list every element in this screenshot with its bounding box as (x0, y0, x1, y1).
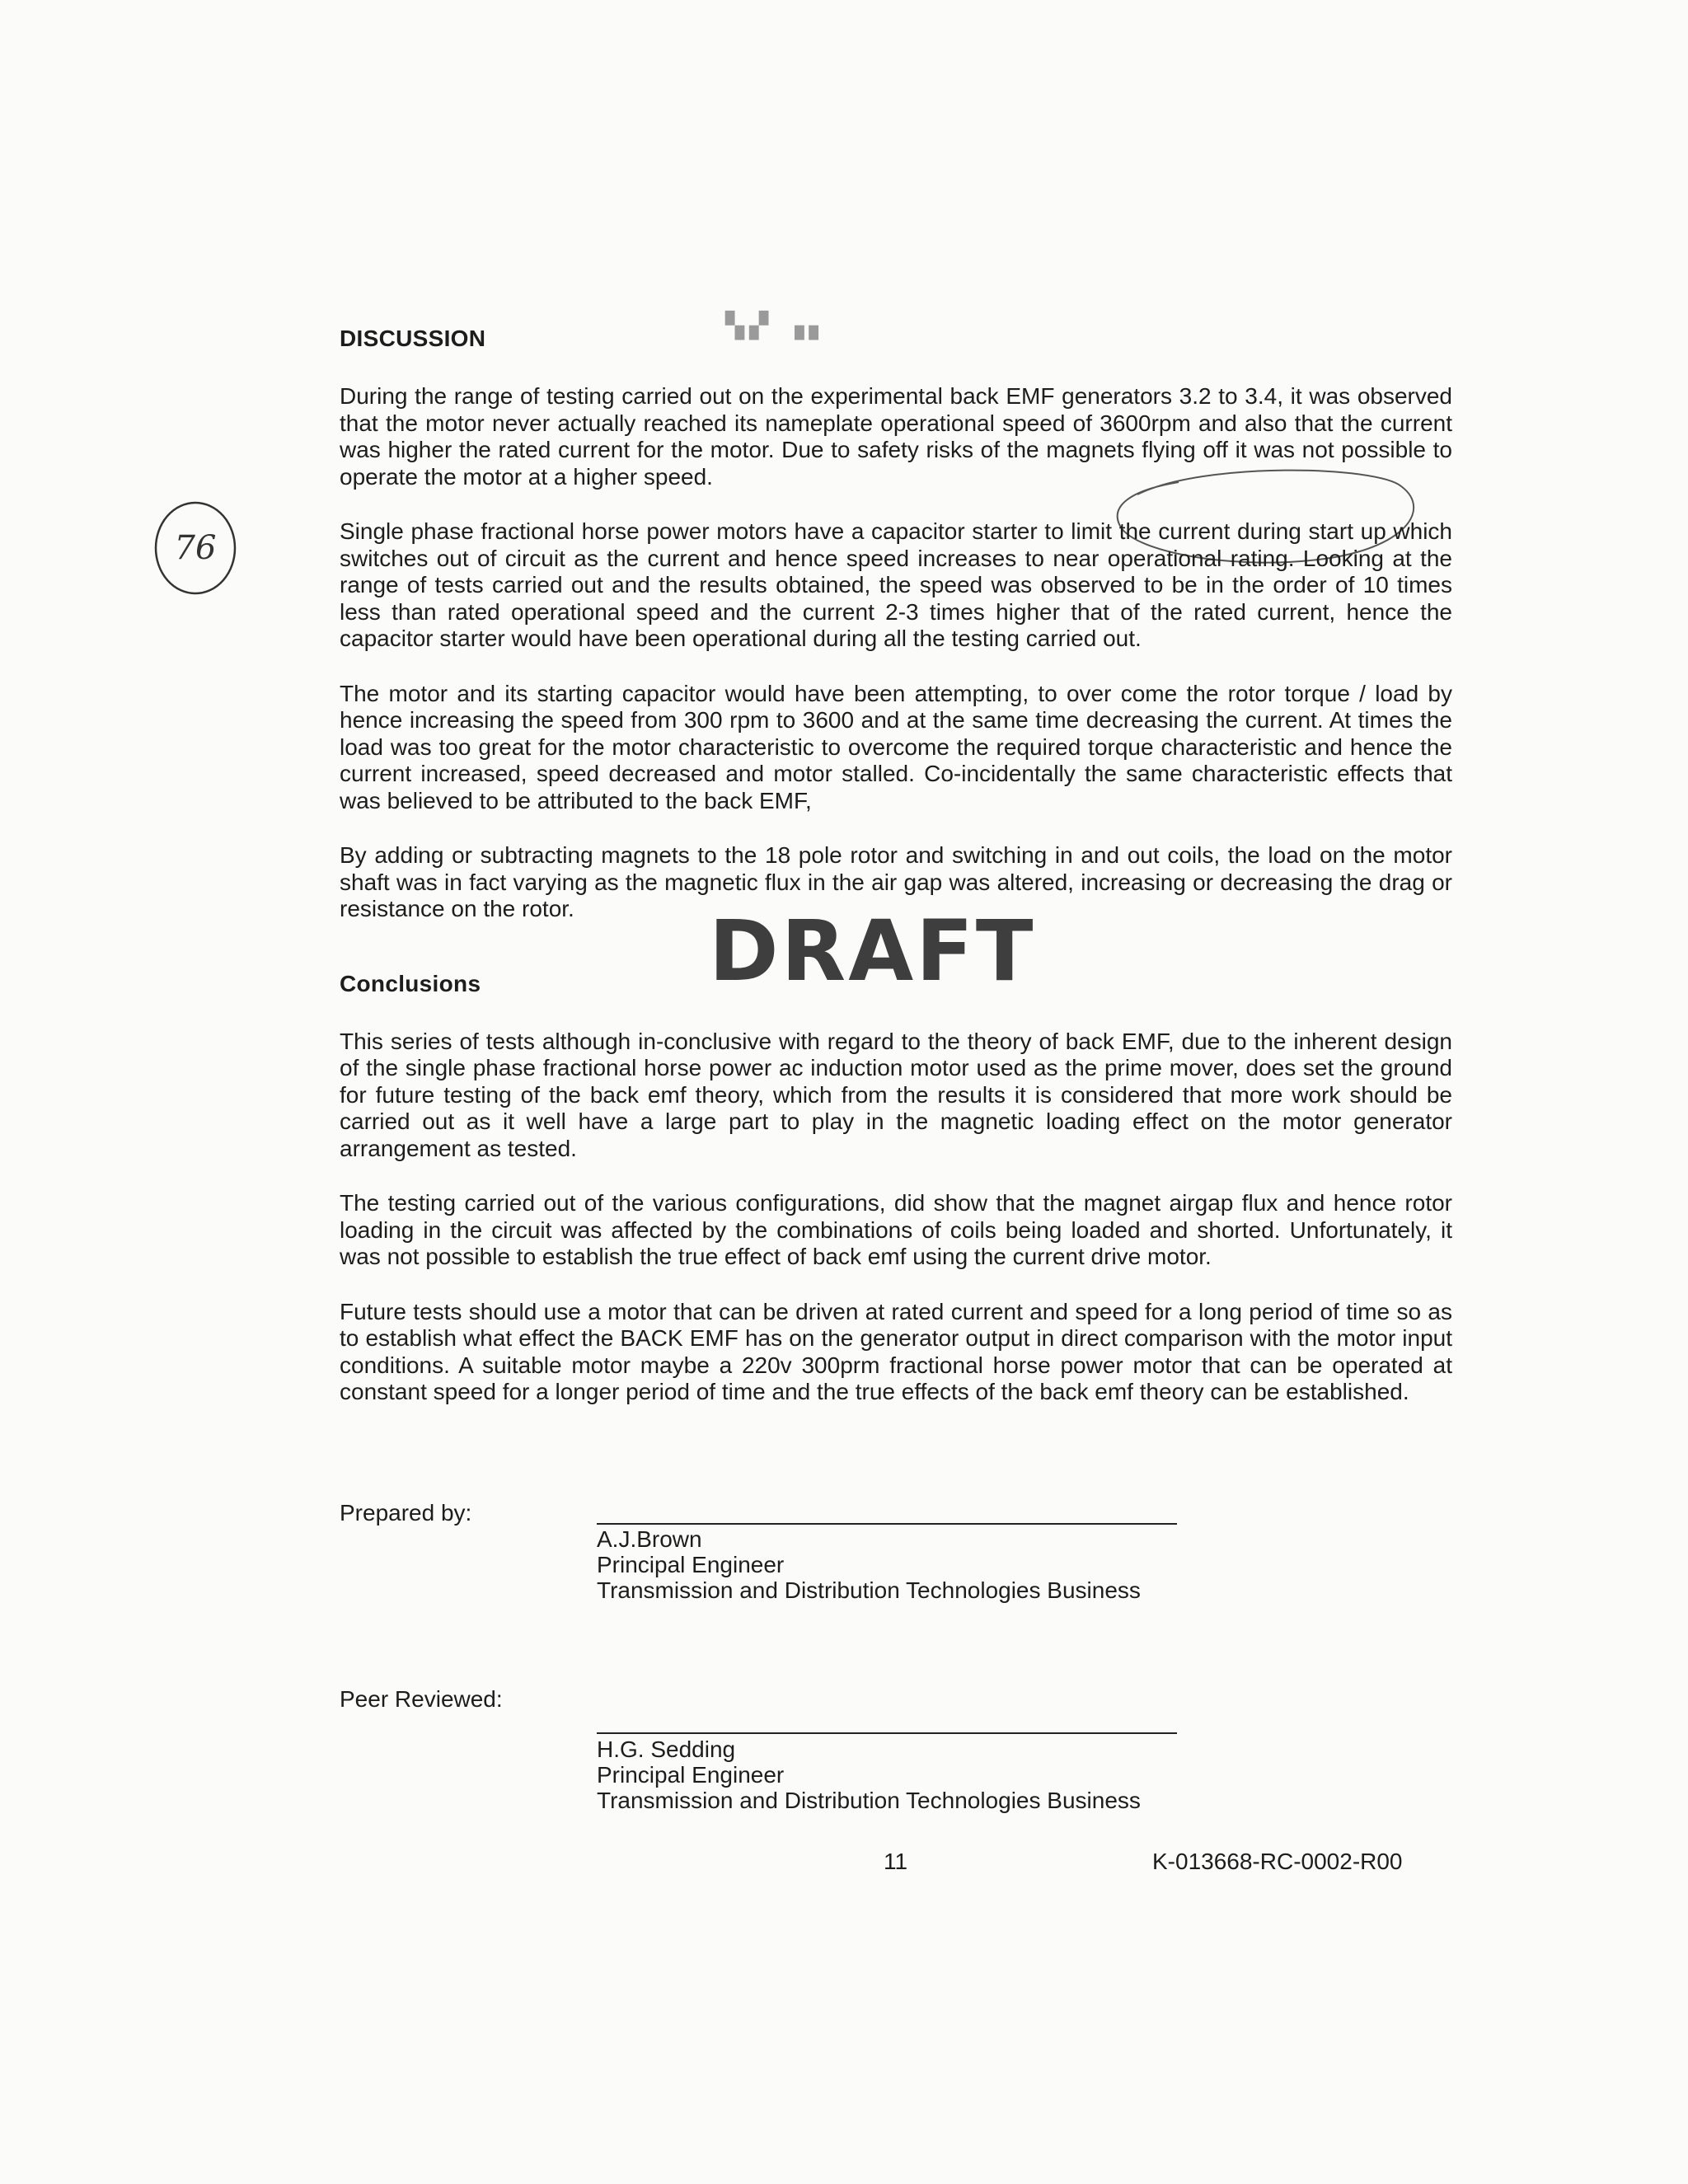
discussion-paragraph-4: By adding or subtracting magnets to the 18 pole rotor and switching in and out coils, the load on the motor shaft was in fact varying as the magnetic flux in the air gap was altered, increasing or decreasing the drag or resistance on the rotor. (340, 842, 1452, 921)
prepared-signature-line (597, 1523, 1177, 1525)
conclusions-paragraph-3: Future tests should use a motor that can be driven at rated current and speed for a long period of time so as to establish what effect the BACK EMF has on the generator output in direct comparison with the motor input conditions. A suitable motor maybe a 220v 300prm fractional horse power motor that can be operated at constant speed for a longer period of time and the true effects of the back emf theory can be established. (340, 1298, 1452, 1404)
discussion-paragraph-2: Single phase fractional horse power motors have a capacitor starter to limit the current during start up which switches out of circuit as the current and hence speed increases to near operational rating. Looking at the range of tests carried out and the results obtained, the speed was observed to be in the order of 10 times less than rated operational speed and the current 2-3 times higher that of the rated current, hence the capacitor starter would have been operational during all the testing carried out. (340, 518, 1452, 651)
conclusions-heading: Conclusions (340, 970, 481, 996)
prepared-name: A.J.Brown (597, 1526, 702, 1552)
peer-reviewed-block (597, 1736, 1141, 1813)
reviewed-name: H.G. Sedding (597, 1736, 736, 1762)
reviewed-business: Transmission and Distribution Technologies Business (597, 1788, 1141, 1813)
discussion-heading: DISCUSSION (340, 326, 486, 351)
conclusions-paragraph-1: This series of tests although in-conclusive with regard to the theory of back EMF, due to the inherent design of the single phase fractional horse power ac induction motor used as the prime mover, does set the ground for future testing of the back emf theory, which from the results it is considered that more work should be carried out as it well have a large part to play in the magnetic loading effect on the motor generator arrangement as tested. (340, 1028, 1452, 1161)
document-body (340, 326, 1452, 1406)
peer-reviewed-label: Peer Reviewed: (340, 1686, 503, 1712)
draft-stamp: DRAFT (709, 902, 1036, 1001)
discussion-paragraph-3: The motor and its starting capacitor would have been attempting, to over come the rotor torque / load by hence increasing the speed from 300 rpm to 3600 and at the same time decreasing the current. At times the load was too great for the motor characteristic to overcome the required torque characteristic and hence the current increased, speed decreased and motor stalled. Co-incidentally the same characteristic effects that was believed to be attributed to the back EMF, (340, 680, 1452, 813)
prepared-by-label: Prepared by: (340, 1500, 472, 1526)
discussion-paragraph-1: During the range of testing carried out on the experimental back EMF generators 3.2 to 3.4, it was observed that the motor never actually reached its nameplate operational speed of 3600rpm and also that the current was higher the rated current for the motor. Due to safety risks of the magnets flying off it was not possible to operate the motor at a higher speed. (340, 383, 1452, 490)
page-number: 11 (884, 1849, 908, 1874)
reviewed-title: Principal Engineer (597, 1762, 785, 1788)
prepared-business: Transmission and Distribution Technologies Business (597, 1577, 1141, 1603)
document-reference: K-013668-RC-0002-R00 (1152, 1849, 1403, 1874)
conclusions-paragraph-2: The testing carried out of the various configurations, did show that the magnet airgap flux and hence rotor loading in the circuit was affected by the combinations of coils being loaded and shorted. Unfortunately, it was not possible to establish the true effect of back emf using the current drive motor. (340, 1190, 1452, 1269)
margin-note-number: 76 (174, 529, 217, 567)
prepared-by-block (597, 1526, 1141, 1603)
reviewed-signature-line (597, 1732, 1177, 1734)
prepared-title: Principal Engineer (597, 1552, 785, 1577)
faint-smudge: ▚▞ ▗▖ (725, 312, 833, 340)
handwritten-circle-note (150, 499, 241, 598)
